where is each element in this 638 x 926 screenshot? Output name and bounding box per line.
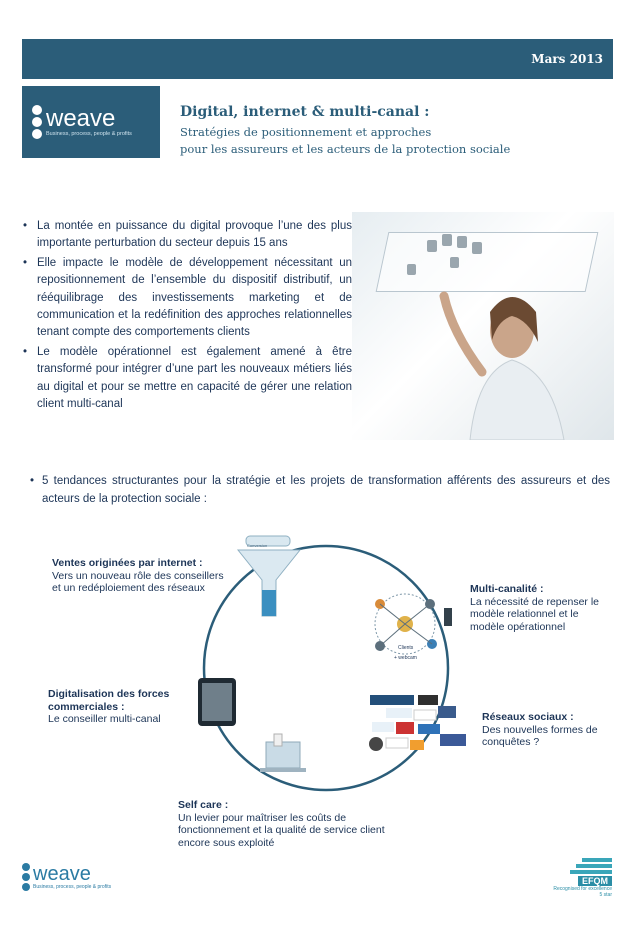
efqm-name: EFQM <box>578 876 612 886</box>
webcam-label: + webcam <box>394 655 417 661</box>
network-center-label: Clients <box>398 645 414 651</box>
ventes-title: Ventes originées par internet : <box>52 557 203 569</box>
ventes-text: Vers un nouveau rôle des conseillers et un redéploiement des réseaux <box>52 569 224 594</box>
bullet-item: • Elle impacte le modèle de développement nécessitant un repositionnement de l’ensemble du dispositif distributif, un rééquilibrage des investissements marketing et de communication et la redéfinition des approches relationnelles tenant compte des comportements clients <box>22 255 352 342</box>
footer-logo-dots-icon <box>22 863 30 891</box>
laptop-icon <box>260 734 306 772</box>
title-block <box>180 104 610 158</box>
efqm-bars-icon <box>538 858 612 874</box>
header-bar <box>22 39 613 79</box>
logo-word: weave <box>46 105 116 132</box>
social-logos-cluster <box>369 695 466 751</box>
digitalisation-label <box>48 688 198 726</box>
trend-intro: • 5 tendances structurantes pour la stratégie et les projets de transformation afférents des assureurs et des acteurs de la protection sociale : <box>30 472 610 508</box>
trends-diagram <box>0 520 638 865</box>
reseaux-text: Des nouvelles formes de conquêtes ? <box>482 723 598 748</box>
reseaux-title: Réseaux sociaux : <box>482 711 574 723</box>
woman-figure-icon <box>352 212 614 440</box>
document-subtitle-line2: pour les assureurs et les acteurs de la protection sociale <box>180 142 511 156</box>
multicanal-text: La nécessité de repenser le modèle relationnel et le modèle opérationnel <box>470 595 599 633</box>
tablet-icon <box>198 678 236 726</box>
woman-touchscreen-photo <box>352 212 614 440</box>
weave-logo <box>22 86 160 158</box>
multicanal-label <box>470 583 600 633</box>
bullet-item: • La montée en puissance du digital provoque l’une des plus importante perturbation du secteur depuis 15 ans <box>22 218 352 253</box>
multicanal-title: Multi-canalité : <box>470 583 544 595</box>
footer-weave-logo <box>22 863 111 891</box>
reseaux-sociaux-label <box>482 711 602 749</box>
self-care-label <box>178 799 398 849</box>
publication-date: Mars 2013 <box>531 52 603 66</box>
bullet-item: • Le modèle opérationnel est également amené à être transformé pour intégrer d’une part les nouveaux métiers liés au digital et pour se mettre en capacité de gérer une relation client multi-canal <box>22 344 352 414</box>
digitalisation-title: Digitalisation des forces commerciales : <box>48 688 170 713</box>
trend-cycle-circle <box>204 546 448 790</box>
ventes-internet-label <box>52 557 232 595</box>
intro-bullet-list <box>22 218 352 415</box>
selfcare-title: Self care : <box>178 799 229 811</box>
efqm-recognised: Recognised for excellence <box>553 886 612 892</box>
efqm-badge <box>538 858 612 910</box>
selfcare-text: Un levier pour maîtriser les coûts de fonctionnement et la qualité de service client encore sous exploité <box>178 811 385 849</box>
footer-logo-tagline: Business, process, people & profits <box>33 884 112 890</box>
funnel-label: Conversion <box>247 543 268 548</box>
document-title: Digital, internet & multi-canal : <box>180 104 430 120</box>
document-subtitle-line1: Stratégies de positionnement et approches <box>180 125 432 139</box>
logo-tagline: Business, process, people & profits <box>46 131 132 137</box>
footer-logo-word: weave <box>33 863 91 885</box>
efqm-stars: 5 star <box>599 892 612 898</box>
logo-dots-icon <box>32 105 42 139</box>
digitalisation-text: Le conseiller multi-canal <box>48 713 161 725</box>
